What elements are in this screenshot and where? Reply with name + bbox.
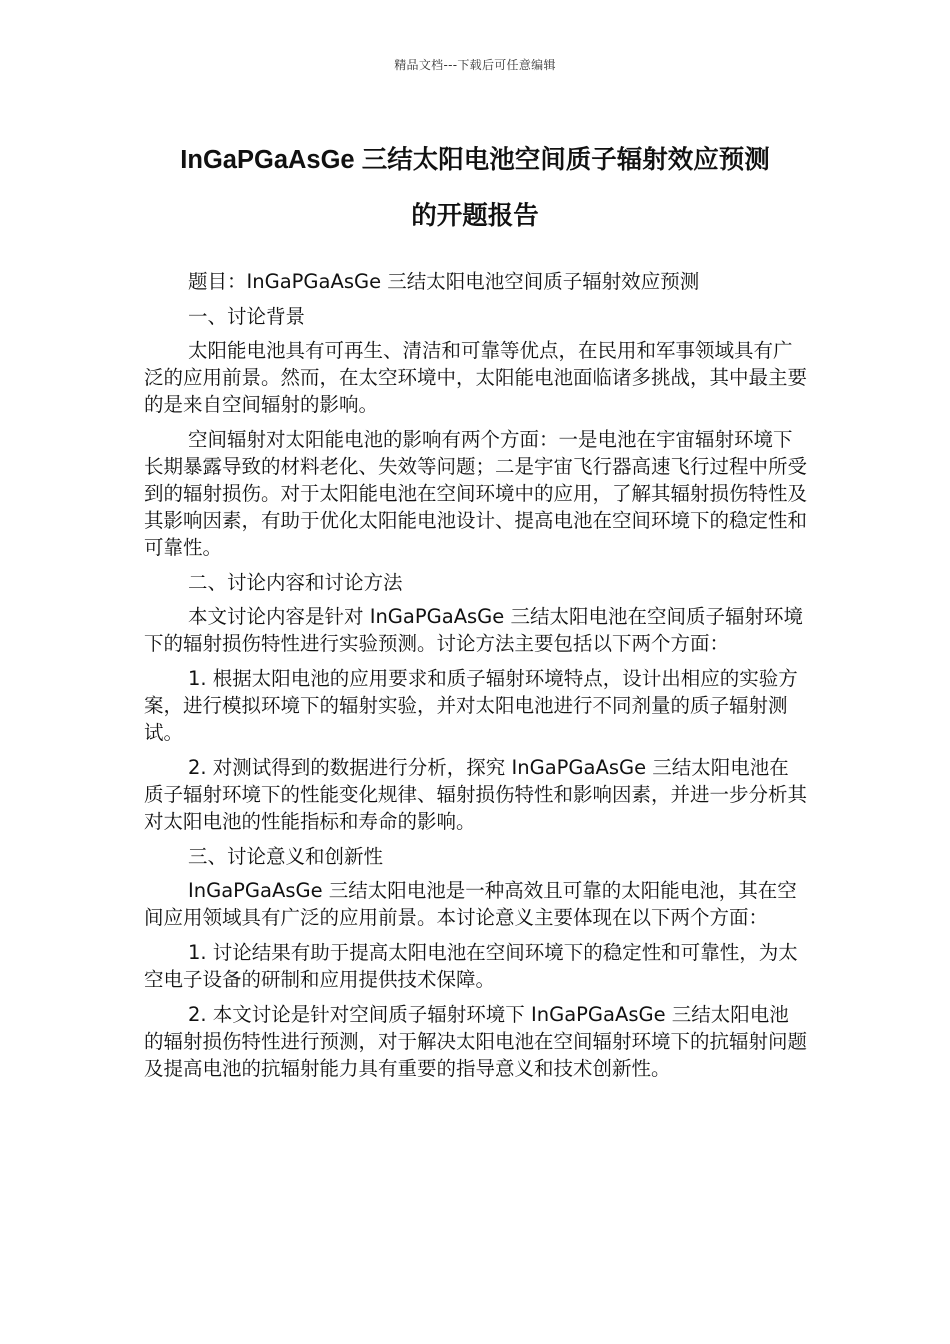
title-line-2: 的开题报告 [411,202,539,230]
paragraph-significance-intro: InGaPGaAsGe 三结太阳电池是一种高效且可靠的太阳能电池，其在空间应用领域具有广泛的应用前景。本讨论意义主要体现在以下两个方面： [144,879,797,929]
paragraph-method-2: 2. 对测试得到的数据进行分析，探究 InGaPGaAsGe 三结太阳电池在质子辐射环境下的性能变化规律、辐射损伤特性和影响因素，并进一步分析其对太阳电池的性能指标和寿命的影响。 [144,756,808,833]
paragraph-content-intro: 本文讨论内容是针对 InGaPGaAsGe 三结太阳电池在空间质子辐射环境下的辐射损伤特性进行实验预测。讨论方法主要包括以下两个方面： [144,605,803,655]
document-body [144,268,808,1090]
paragraph-significance-1: 1. 讨论结果有助于提高太阳电池在空间环境下的稳定性和可靠性，为太空电子设备的研制和应用提供技术保障。 [144,941,798,991]
subject-line: 题目：InGaPGaAsGe 三结太阳电池空间质子辐射效应预测 [188,270,700,293]
paragraph-background-2: 空间辐射对太阳能电池的影响有两个方面：一是电池在宇宙辐射环境下长期暴露导致的材料老化、失效等问题；二是宇宙飞行器高速飞行过程中所受到的辐射损伤。对于太阳能电池在空间环境中的应用，了解其辐射损伤特性及其影响因素，有助于优化太阳能电池设计、提高电池在空间环境下的稳定性和可靠性。 [144,428,808,559]
section-heading-significance: 三、讨论意义和创新性 [188,845,384,868]
paragraph-background-1: 太阳能电池具有可再生、清洁和可靠等优点，在民用和军事领域具有广泛的应用前景。然而，在太空环境中，太阳能电池面临诸多挑战，其中最主要的是来自空间辐射的影响。 [144,339,808,416]
paragraph-method-1: 1. 根据太阳电池的应用要求和质子辐射环境特点，设计出相应的实验方案，进行模拟环境下的辐射实验，并对太阳电池进行不同剂量的质子辐射测试。 [144,667,798,744]
title-line-1: InGaPGaAsGe 三结太阳电池空间质子辐射效应预测 [180,146,770,174]
page-header: 精品文档---下载后可任意编辑 [394,58,556,72]
section-heading-background: 一、讨论背景 [188,305,306,328]
paragraph-significance-2: 2. 本文讨论是针对空间质子辐射环境下 InGaPGaAsGe 三结太阳电池的辐射损伤特性进行预测，对于解决太阳电池在空间辐射环境下的抗辐射问题及提高电池的抗辐射能力具有重要的指导意义和技术创新性。 [144,1003,808,1080]
document-title [120,132,830,244]
section-heading-content-method: 二、讨论内容和讨论方法 [188,571,403,594]
